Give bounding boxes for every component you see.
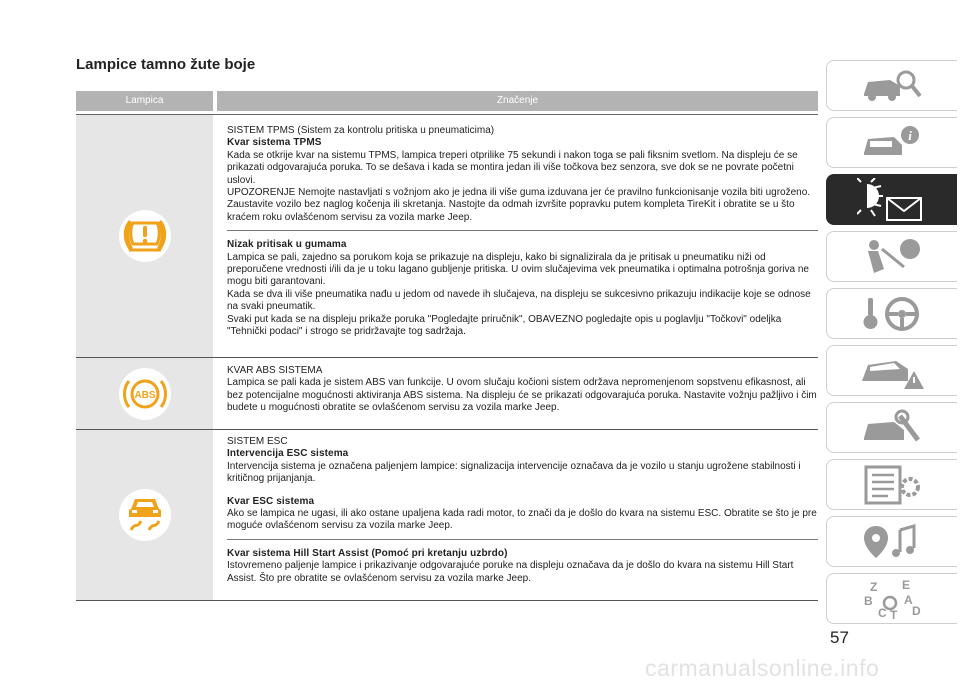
svg-text:i: i	[908, 127, 912, 143]
tab-car-search[interactable]	[826, 60, 957, 111]
low-pressure-text-1: Lampica se pali, zajedno sa porukom koja se prikazuje na displeju, kako bi signalizirala da je pritisak u pneumatiku niži od preporučene vrednosti i/ili da je u toku lagano gubljenje pritiska. U ovim slučajevima vek pneumatika i optimalna potrošnja goriva ne mogu biti garantovani.	[227, 251, 809, 288]
hill-start-text: Istovremeno paljenje lampice i prikazivanje odgovarajuće poruke na displeju označava da je došlo do kvara na sistemu Hill Start Assist. Što pre obratite se ovlašćenom servisu za vozila marke Jeep.	[227, 560, 794, 584]
hill-start-heading: Kvar sistema Hill Start Assist (Pomoć pri kretanju uzbrdo)	[227, 547, 508, 559]
tab-safety[interactable]	[826, 231, 957, 282]
header-lampica: Lampica	[76, 91, 213, 111]
table-header	[76, 91, 818, 111]
low-pressure-heading: Nizak pritisak u gumama	[227, 239, 347, 251]
inner-divider	[227, 539, 818, 540]
esc-fault-heading: Kvar ESC sistema	[227, 495, 315, 507]
svg-text:T: T	[890, 607, 898, 621]
tab-index[interactable]	[826, 573, 957, 624]
low-pressure-text-2: Kada se dva ili više pneumatika nađu u jedom od navede ih slučajeva, na displeju se sukcesivno prikazuju indikacije koje se odnose na svaki pneumatik.	[227, 288, 811, 313]
page-number: 57	[830, 628, 849, 647]
tab-technical-data[interactable]	[826, 459, 957, 510]
airbag-passenger-icon	[860, 237, 924, 277]
car-crash-warning-icon	[860, 351, 924, 391]
svg-text:ABS: ABS	[133, 389, 156, 401]
low-pressure-text-3: Svaki put kada se na displeju prikaže poruka "Pogledajte priručnik", OBAVEZNO pogledajte opis u poglavlju "Točkovi" odeljka "Tehnički podaci" i strogo se pridržavajte tog sadržaja.	[227, 313, 782, 338]
warning-lights-table	[76, 91, 818, 601]
svg-text:D: D	[912, 603, 921, 618]
maintenance-list-icon	[860, 465, 924, 505]
tab-starting-driving[interactable]	[826, 288, 957, 339]
alphabetical-index-icon	[860, 577, 924, 621]
svg-text:Z: Z	[870, 579, 878, 594]
esc-title: SISTEM ESC	[227, 436, 288, 447]
icon-cell	[76, 358, 213, 429]
svg-text:A: A	[904, 592, 913, 607]
svg-text:C: C	[878, 605, 887, 620]
esc-intervention-text: Intervencija sistema je označena paljenjem lampice: signalizacija intervencije označava da je vozilo u stanju ugrožene stabilnosti i kritičnog prijanjanja.	[227, 460, 801, 485]
tpms-warning-icon	[119, 210, 171, 262]
tab-car-info[interactable]	[826, 117, 957, 168]
abs-text: Lampica se pali kada je sistem ABS van funkcije. U ovom slučaju kočioni sistem održava nepromenjenom sopstvenu efikasnost, ali bez potencijalne mogućnosti aktiviranja ABS sistema. Na displeju će se prikazati odgovarajuća poruka. Nastavite vožnju pažljivo i čim budete u mogućnosti obratite se ovlašćenom servisu za vozila marke Jeep.	[227, 377, 817, 414]
esc-intervention-heading: Intervencija ESC sistema	[227, 448, 349, 460]
header-znacenje: Značenje	[217, 91, 818, 111]
svg-text:B: B	[864, 593, 873, 608]
tpms-system-title: SISTEM TPMS (Sistem za kontrolu pritiska u pneumaticima)	[227, 125, 495, 136]
chapter-tabs	[826, 60, 956, 630]
svg-text:E: E	[902, 577, 911, 592]
car-search-icon	[860, 66, 924, 106]
abs-title: KVAR ABS SISTEMA	[227, 365, 323, 376]
icon-cell	[76, 430, 213, 600]
steering-wheel-key-icon	[860, 294, 924, 334]
tab-multimedia[interactable]	[826, 516, 957, 567]
tpms-warning-text: UPOZORENJE Nemojte nastavljati s vožnjom ako je jedna ili više guma izduvana jer će pravilno funkcionisanje vozila biti ugroženo. Zaustavite vozilo bez naglog kočenja ili skretanja. Nastojte da odmah izvršite popravku putem kompleta TireKit i obratite se u što kraćem roku ovlašćenom servisu za vozila marke Jeep.	[227, 187, 811, 223]
car-info-icon	[860, 123, 924, 163]
tab-emergency[interactable]	[826, 345, 957, 396]
tpms-fault-heading: Kvar sistema TPMS	[227, 137, 322, 149]
icon-cell	[76, 115, 213, 357]
tab-maintenance[interactable]	[826, 402, 957, 453]
navigation-music-icon	[860, 522, 924, 562]
row-divider	[76, 600, 818, 601]
warning-light-message-icon	[857, 178, 927, 222]
tab-warning-lights[interactable]	[826, 174, 957, 225]
table-row-tpms	[76, 115, 818, 357]
esc-fault-text: Ako se lampica ne ugasi, ili ako ostane upaljena kada radi motor, to znači da je došlo do kvara na sistemu ESC. Obratite se što je pre moguće ovlašćenom servisu za vozila marke Jeep.	[227, 508, 817, 532]
esc-warning-icon	[119, 489, 171, 541]
table-row-esc	[76, 430, 818, 600]
inner-divider	[227, 230, 818, 231]
page-title: Lampice tamno žute boje	[76, 56, 256, 73]
tpms-fault-text: Kada se otkrije kvar na sistemu TPMS, lampica treperi otprilike 75 sekundi i nakon toga se pali fiksnim svetlom. Na displeju će se prikazati odgovarajuća poruka. To se dešava i kada se montira jedan ili više točkova bez senzora, sve dok se ne povrate početni uslovi.	[227, 149, 798, 186]
watermark: carmanualsonline.info	[645, 655, 880, 681]
table-row-abs	[76, 358, 818, 429]
abs-warning-icon	[119, 368, 171, 420]
car-wrench-icon	[860, 408, 924, 448]
